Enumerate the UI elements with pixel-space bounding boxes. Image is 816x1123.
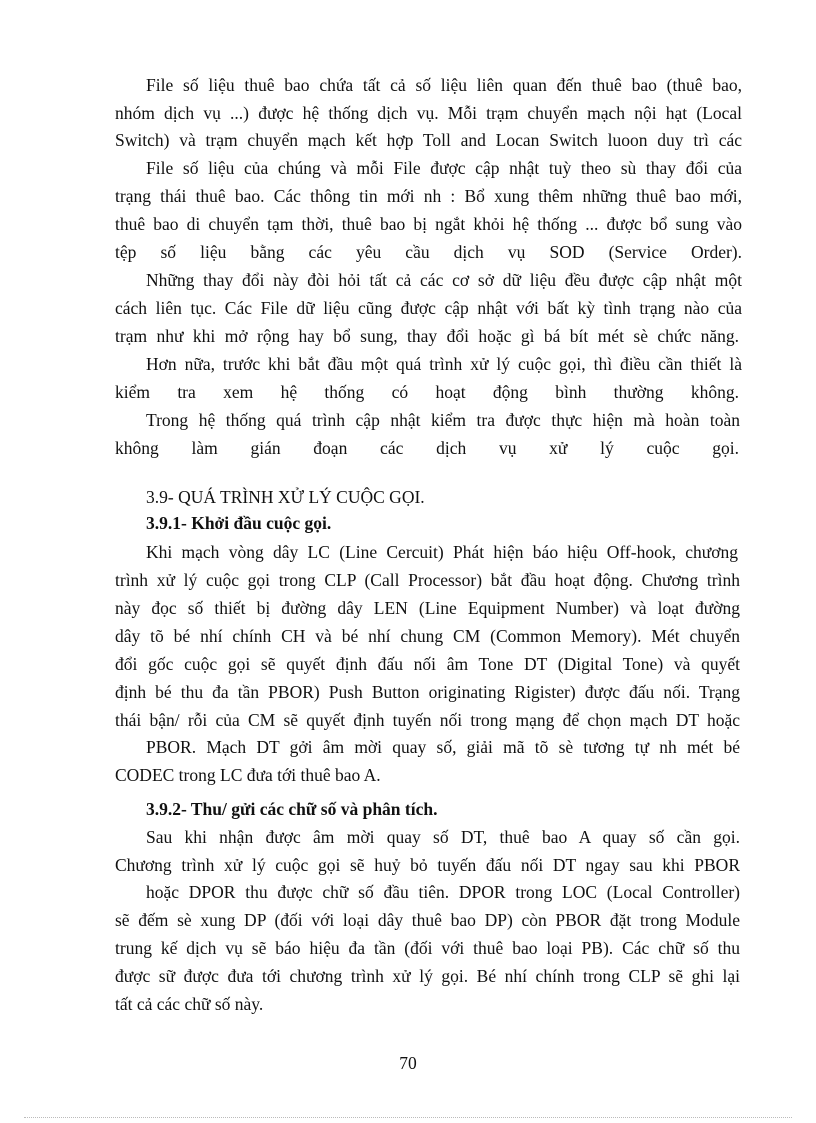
text-line-content: Khi mạch vòng dây LC (Line Cercuit) Phát hiện báo hiệu Off-hook, chương (146, 542, 738, 562)
text-line-content: thái bận/ rỗi của CM sẽ quyết định tuyến nối trong mạng để chọn mạch DT hoặc (115, 710, 740, 730)
text-line-content: File số liệu của chúng và mỗi File được cập nhật tuỳ theo sù thay đổi của (146, 158, 742, 178)
text-line-content: hoặc DPOR thu được chữ số đầu tiên. DPOR trong LOC (Local Controller) (146, 882, 740, 902)
text-line-content: nhóm dịch vụ ...) được hệ thống dịch vụ. Mỗi trạm chuyển mạch nội hạt (Local (115, 103, 742, 123)
text-line-content: không làm gián đoạn các dịch vụ xử lý cuộc gọi. (115, 438, 739, 458)
text-line-content: Trong hệ thống quá trình cập nhật kiểm tra được thực hiện mà hoàn toàn (146, 410, 740, 430)
text-line-content: File số liệu thuê bao chứa tất cả số liệu liên quan đến thuê bao (thuê bao, (146, 75, 742, 95)
page-number: 70 (399, 1053, 417, 1073)
text-line-content: trung kế dịch vụ sẽ báo hiệu đa tần (đối với thuê bao loại PB). Các chữ số thu (115, 938, 740, 958)
text-line-content: được sữ được đưa tới chương trình xử lý gọi. Bé nhí chính trong CLP sẽ ghi lại (115, 966, 740, 986)
text-line-content: trình xử lý cuộc gọi trong CLP (Call Processor) bắt đầu hoạt động. Chương trình (115, 570, 740, 590)
text-line-content: tệp số liệu bằng các yêu cầu dịch vụ SOD (Service Order). (115, 242, 742, 262)
page-bottom-rule (24, 1117, 792, 1118)
text-line-content: đổi gốc cuộc gọi sẽ quyết định đấu nối âm Tone DT (Digital Tone) và quyết (115, 654, 740, 674)
text-line-content: thuê bao di chuyển tạm thời, thuê bao bị ngắt khỏi hệ thống ... được bổ sung vào (115, 214, 742, 234)
text-line-content: 3.9.2- Thu/ gửi các chữ số và phân tích. (146, 799, 438, 819)
text-line-content: sẽ đếm sè xung DP (đối với loại dây thuê bao DP) còn PBOR đặt trong Module (115, 910, 740, 930)
text-line-content: PBOR. Mạch DT gởi âm mời quay số, giải mã tõ sè tương tự nh mét bé (146, 737, 740, 757)
text-line-content: trạm như khi mở rộng hay bổ sung, thay đổi hoặc gì bá bít mét sè chức năng. (115, 326, 739, 346)
text-line-content: CODEC trong LC đưa tới thuê bao A. (115, 765, 381, 785)
text-line-content: Chương trình xử lý cuộc gọi sẽ huỷ bỏ tuyến đấu nối DT ngay sau khi PBOR (115, 855, 740, 875)
text-line-content: dây tõ bé nhí chính CH và bé nhí chung CM (Common Memory). Mét chuyển (115, 626, 740, 646)
text-line-content: tất cả các chữ số này. (115, 994, 264, 1014)
text-line-content: trạng thái thuê bao. Các thông tin mới nh : Bổ xung thêm những thuê bao mới, (115, 186, 742, 206)
text-line-content: Switch) và trạm chuyển mạch kết hợp Toll and Locan Switch luoon duy trì các (115, 130, 742, 150)
text-line-content: 3.9.1- Khởi đầu cuộc gọi. (146, 513, 332, 533)
text-line-content: cách liên tục. Các File dữ liệu cũng được cập nhật với bất kỳ tình trạng nào của (115, 298, 742, 318)
text-line-content: Hơn nữa, trước khi bắt đầu một quá trình xử lý cuộc gọi, thì điều cần thiết là (146, 354, 742, 374)
text-line-content: định bé thu đa tần PBOR) Push Button originating Rigister) được đấu nối. Trạng (115, 682, 740, 702)
text-line-content: Sau khi nhận được âm mời quay số DT, thuê bao A quay số cần gọi. (146, 827, 740, 847)
text-line-content: này đọc số thiết bị đường dây LEN (Line Equipment Number) và loạt đường (115, 598, 740, 618)
text-line-content: 3.9- QUÁ TRÌNH XỬ LÝ CUỘC GỌI. (146, 487, 425, 507)
text-line-content: kiểm tra xem hệ thống có hoạt động bình thường không. (115, 382, 739, 402)
text-line-content: Những thay đổi này đòi hỏi tất cả các cơ sở dữ liệu đều được cập nhật một (146, 270, 742, 290)
